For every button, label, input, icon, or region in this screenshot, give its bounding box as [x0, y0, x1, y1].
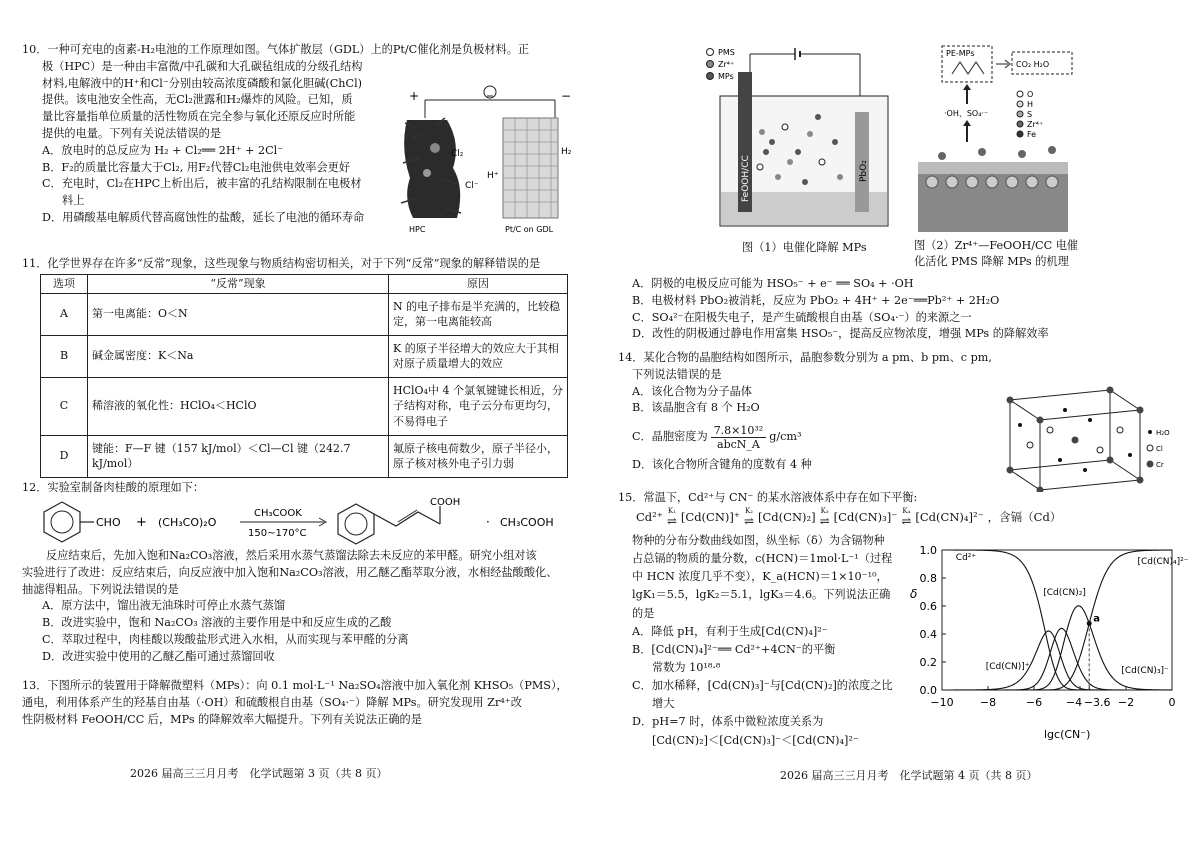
legend-cl: Cl: [1156, 445, 1163, 453]
q14-line-2: 下列说法错误的是: [632, 367, 722, 381]
legend-h: H: [1027, 100, 1034, 109]
q12-option-b: B．改进实验中，饱和 Na₂CO₃ 溶液的主要作用是中和反应生成的乙酸: [42, 616, 392, 630]
q15-option-c: C．加水稀释，[Cd(CN)₃]⁻与[Cd(CN)₂]的浓度之比: [632, 679, 893, 693]
legend-pms: PMS: [718, 48, 735, 57]
q10-line-3: 材料,电解液中的H⁺和Cl⁻分别由较高浓度磷酸和氯化胆碱(ChCl): [42, 76, 363, 90]
eq-tail: ，含镉（Cd）: [987, 509, 1062, 524]
figure-2-caption: [914, 238, 1078, 269]
figure-2-caption-line-1: 图（2）Zr⁴⁺—FeOOH/CC 电催: [914, 239, 1079, 252]
legend-s: S: [1027, 110, 1033, 119]
cinnamic-acid-structure: [338, 504, 440, 544]
acetic-anhydride: (CH₃CO)₂O: [158, 516, 217, 529]
table-row: [41, 335, 568, 377]
k1-label: K₁: [667, 507, 676, 515]
series-label-1: [Cd(CN)]⁺: [985, 662, 1030, 672]
figure-2-caption-line-2: 化活化 PMS 降解 MPs 的机理: [914, 254, 1069, 268]
q15-line-5: 的是: [632, 606, 655, 620]
table-row: [41, 377, 568, 435]
legend-zr4: Zr⁴⁺: [1027, 120, 1044, 129]
figure-1-caption: 图（1）电催化降解 MPs: [742, 241, 867, 254]
row-phenomenon: 第一电离能：O＜N: [88, 293, 389, 335]
hpc-electrode: [401, 118, 461, 218]
equilibrium-arrow: [901, 508, 911, 527]
legend-cr: Cr: [1156, 461, 1164, 469]
equilibrium-chain: [636, 508, 1061, 527]
q13-options: [632, 276, 1192, 343]
legend-zr: Zr⁴⁺: [718, 60, 735, 69]
q11-table: [40, 274, 568, 478]
q10-option-b: B．F₂的质量比容量大于Cl₂, 用F₂代替Cl₂电池供电效率会更好: [42, 160, 351, 174]
series-label-2: [Cd(CN)₂]: [1043, 587, 1086, 598]
double-arrow-icon: ⇌: [743, 514, 755, 528]
row-reason: HClO₄中 4 个氯氧键键长相近，分子结构对称，电子云分布更均匀，不易得电子: [389, 377, 568, 435]
species-cdcn3: [Cd(CN)₃]⁻: [833, 509, 898, 524]
q13-option-c: C．SO₄²⁻在阳极失电子，是产生硫酸根自由基（SO₄·⁻）的来源之一: [632, 310, 972, 324]
hpc-label: HPC: [409, 225, 426, 234]
q10-line-2: 极（HPC）是一种由丰富微/中孔碳和大孔碳毡组成的分级孔结构: [42, 59, 363, 73]
q14-option-c-prefix: C．晶胞密度为: [632, 429, 708, 443]
question-14: [618, 350, 1038, 474]
density-unit: g/cm³: [769, 429, 802, 443]
q13-line-1: 13．下图所示的装置用于降解微塑料（MPs）：向 0.1 mol·L⁻¹ Na₂SO₄溶液中加入氧化剂 KHSO₅（PMS），: [22, 679, 568, 692]
series-line-1: [942, 631, 1172, 690]
q10-option-c-cont: 料上: [62, 194, 85, 208]
row-reason: 氟原子核电荷数少，原子半径小，原子核对核外电子引力弱: [389, 435, 568, 477]
pe-mps-label: PE-MPs: [946, 49, 975, 58]
q10-option-a: A．放电时的总反应为 H₂ + Cl₂══ 2H⁺ + 2Cl⁻: [42, 143, 284, 157]
q15-line-3: 中 HCN 浓度几乎不变），K_a(HCN)＝1×10⁻¹⁰，: [632, 570, 888, 584]
row-phenomenon: 键能：F—F 键（157 kJ/mol）＜Cl—Cl 键（242.7 kJ/mol）: [88, 435, 389, 477]
q12-option-a: A．原方法中，馏出液无油珠时可停止水蒸气蒸馏: [42, 599, 286, 613]
radicals-label: ·OH、SO₄·⁻: [944, 109, 989, 118]
species-cdcn: [Cd(CN)]⁺: [680, 509, 740, 524]
reaction-scheme: [36, 496, 576, 548]
k3-label: K₃: [820, 507, 829, 515]
series-label-0: Cd²⁺: [955, 552, 977, 563]
distribution-chart: [904, 538, 1194, 744]
q10-option-d: D．用磷酸基电解质代替高腐蚀性的盐酸，延长了电池的循环寿命: [42, 210, 365, 224]
q13-option-d: D．改性的阴极通过静电作用富集 HSO₅⁻，提高反应物浓度，增强 MPs 的降解效率: [632, 327, 1049, 341]
anode-label: PbO₂: [859, 160, 869, 182]
ptc-label: Pt/C on GDL: [505, 225, 554, 234]
equilibrium-arrow: [744, 508, 754, 527]
question-15-stem: 15．常温下，Cd²⁺与 CN⁻ 的某水溶液体系中存在如下平衡:: [618, 491, 918, 504]
cooh-group: COOH: [430, 497, 461, 508]
q12-line-1: 反应结束后，先加入饱和Na₂CO₃溶液，然后采用水蒸气蒸馏法除去未反应的苯甲醛。研究小组对该: [46, 549, 537, 562]
row-option: C: [41, 377, 88, 435]
q15-line-4: lgK₁＝5.5，lgK₂＝5.1，lgK₃＝4.6。下列说法正确: [632, 588, 891, 602]
q10-option-c: C．充电时，Cl₂在HPC上析出后，被丰富的孔结构限制在电极材: [42, 177, 362, 191]
point-a-label: a: [1093, 613, 1100, 625]
legend-h2o: H₂O: [1156, 429, 1170, 437]
table-row: [41, 435, 568, 477]
double-arrow-icon: ⇌: [901, 514, 912, 528]
legend-atoms: [1017, 90, 1043, 139]
q14-line-1: 14．某化合物的晶胞结构如图所示，晶胞参数分别为 a pm、b pm、c pm,: [618, 351, 992, 364]
species-cdcn2: [Cd(CN)₂]: [758, 509, 816, 524]
mechanism-figure: [912, 42, 1092, 232]
plus-sign: +: [409, 89, 420, 103]
legend-mps: MPs: [718, 72, 734, 81]
h2-label: H₂: [561, 147, 572, 157]
condition-catalyst: CH₃COOK: [254, 508, 302, 519]
q13-option-b: B．电极材料 PbO₂被消耗，反应为 PbO₂ + 4H⁺ + 2e⁻══Pb²⁺ + 2H₂O: [632, 293, 1000, 307]
table-header-option: 选项: [41, 275, 88, 294]
legend-o: O: [1027, 90, 1034, 99]
equilibrium-arrow: [820, 508, 830, 527]
q12-line-2: 实验进行了改进：反应结束后，向反应液中加入饱和Na₂CO₃溶液，用乙醚乙酯萃取分液，水相经盐酸酸化、: [22, 565, 558, 579]
y-axis-label: δ: [910, 587, 918, 601]
species-cd2: Cd²⁺: [636, 509, 663, 524]
q13-option-a: A．阴极的电极反应可能为 HSO₅⁻ + e⁻ ══ SO₄ + ·OH: [632, 277, 914, 290]
double-arrow-icon: ⇌: [666, 514, 677, 528]
series-line-3: [942, 606, 1172, 690]
fraction-numerator: 7.8×10³²: [711, 424, 767, 438]
battery-figure: [395, 78, 580, 238]
chart-ticks: [920, 544, 1176, 709]
cathode-label: FeOOH/CC: [741, 155, 751, 202]
electrolysis-cell-figure: [700, 42, 900, 232]
equilibrium-arrow: [667, 508, 677, 527]
question-11-stem: 11．化学世界存在许多“反常”现象，这些现象与物质结构密切相关，对于下列“反常”现象的解释错误的是: [22, 257, 541, 270]
series-label-4: [Cd(CN)₄]²⁻: [1137, 557, 1189, 567]
footer-page-3: 2026 届高三三月月考 化学试题第 3 页（共 8 页）: [130, 767, 388, 780]
row-reason: N 的电子排布是半充满的，比较稳定，第一电离能较高: [389, 293, 568, 335]
y-tick-label: 0.6: [919, 600, 937, 613]
q14-option-b: B．该晶胞含有 8 个 H₂O: [632, 401, 760, 415]
benzaldehyde-structure: [44, 502, 94, 542]
y-tick-label: 1.0: [919, 544, 937, 557]
q15-option-a: A．降低 pH，有利于生成[Cd(CN)₄]²⁻: [632, 624, 828, 638]
q15-option-d-cont: [Cd(CN)₂]＜[Cd(CN)₃]⁻＜[Cd(CN)₄]²⁻: [652, 733, 859, 747]
x-tick-label: −2: [1117, 696, 1135, 709]
cho-group: CHO: [96, 516, 121, 529]
question-12-stem: 12．实验室制备肉桂酸的原理如下：: [22, 481, 205, 494]
plus-sign: +: [136, 515, 147, 530]
condition-temperature: 150~170°C: [248, 528, 307, 539]
question-15-body: [632, 532, 922, 750]
x-axis-label: lgc(CN⁻): [1044, 728, 1091, 741]
row-phenomenon: 碱金属密度：K＜Na: [88, 335, 389, 377]
dot-separator: ·: [486, 515, 490, 529]
q14-option-a: A．该化合物为分子晶体: [632, 384, 752, 398]
series-label-3: [Cd(CN)₃]⁻: [1121, 666, 1169, 677]
fraction-denominator: abcN_A: [717, 437, 760, 451]
double-arrow-icon: ⇌: [819, 514, 830, 528]
q14-option-d: D．该化合物所含键角的度数有 4 种: [632, 458, 812, 472]
k4-label: K₄: [902, 507, 911, 515]
row-option: A: [41, 293, 88, 335]
density-fraction: [711, 424, 767, 451]
table-row: [41, 293, 568, 335]
table-header-phenomenon: “反常”现象: [88, 275, 389, 294]
question-13-stem: [22, 678, 592, 728]
q12-line-3: 抽滤得粗品。下列说法错误的是: [22, 582, 179, 596]
row-option: B: [41, 335, 88, 377]
species-cdcn4: [Cd(CN)₄]²⁻: [915, 509, 984, 524]
q13-line-2: 通电，利用体系产生的羟基自由基（·OH）和硫酸根自由基（SO₄·⁻）降解 MPs。研究发现用 Zr⁴⁺改: [22, 695, 522, 709]
q15-line-2: 占总镉的物质的量分数，c(HCN)＝1mol·L⁻¹（过程: [632, 552, 893, 566]
cl-minus-label: Cl⁻: [465, 181, 479, 191]
k2-label: K₂: [744, 507, 753, 515]
footer-page-4: 2026 届高三三月月考 化学试题第 4 页（共 8 页）: [780, 769, 1038, 782]
row-option: D: [41, 435, 88, 477]
legend-fe: Fe: [1027, 130, 1037, 139]
series-line-2: [942, 628, 1172, 690]
q13-line-3: 性阴极材料 FeOOH/CC 后，MPs 的降解效率大幅提升。下列有关说法正确的是: [22, 712, 422, 726]
y-tick-label: 0.8: [919, 572, 937, 585]
products-label: CO₂ H₂O: [1016, 60, 1050, 69]
q12-option-d: D．改进实验中使用的乙醚乙酯可通过蒸馏回收: [42, 649, 275, 663]
q10-line-1: 10．一种可充电的卤素-H₂电池的工作原理如图。气体扩散层（GDL）上的Pt/C催化剂是负极材料。正: [22, 43, 530, 56]
x-tick-label: 0: [1168, 696, 1176, 709]
q10-line-5: 量比容量指单位质量的活性物质在完全参与氧化还原反应时所能: [42, 110, 356, 124]
ptc-gdl-electrode: [503, 118, 558, 218]
x-tick-label: −3.6: [1083, 696, 1111, 709]
q15-line-1: 物种的分布分数曲线如图，纵坐标（δ）为含镉物种: [632, 534, 885, 547]
unit-cell-figure: [990, 370, 1180, 492]
q12-option-c: C．萃取过程中，肉桂酸以羧酸盐形式进入水相，从而实现与苯甲醛的分离: [42, 632, 409, 646]
q14-option-c: [618, 417, 1038, 457]
row-phenomenon: 稀溶液的氧化性：HClO₄＜HClO: [88, 377, 389, 435]
x-tick-label: −10: [930, 696, 954, 709]
row-reason: K 的原子半径增大的效应大于其相对原子质量增大的效应: [389, 335, 568, 377]
q15-option-b: B．[Cd(CN)₄]²⁻══ Cd²⁺+4CN⁻的平衡: [632, 642, 836, 656]
x-tick-label: −8: [979, 696, 997, 709]
h-plus-label: H⁺: [487, 171, 499, 181]
q15-option-d: D．pH=7 时，体系中微粒浓度关系为: [632, 715, 824, 729]
q15-option-c-cont: 增大: [652, 697, 675, 711]
q10-line-6: 提供的电量。下列有关说法错误的是: [42, 126, 222, 140]
y-tick-label: 0.4: [919, 628, 937, 641]
q10-line-4: 提供。该电池安全性高，无Cl₂泄露和H₂爆炸的风险。已知，质: [42, 93, 353, 107]
acetic-acid: CH₃COOH: [500, 516, 554, 529]
minus-sign: −: [561, 89, 572, 103]
q15-option-b-cont: 常数为 10¹⁸·⁸: [652, 660, 721, 674]
x-tick-label: −4: [1065, 696, 1083, 709]
cl2-label: Cl₂: [451, 149, 464, 159]
x-tick-label: −6: [1025, 696, 1043, 709]
y-tick-label: 0.2: [919, 656, 937, 669]
question-12-body: [22, 548, 582, 666]
table-header-reason: 原因: [389, 275, 568, 294]
cell-atoms: [1007, 387, 1144, 493]
point-a-marker: [1087, 621, 1092, 626]
y-tick-label: 0.0: [919, 684, 937, 697]
